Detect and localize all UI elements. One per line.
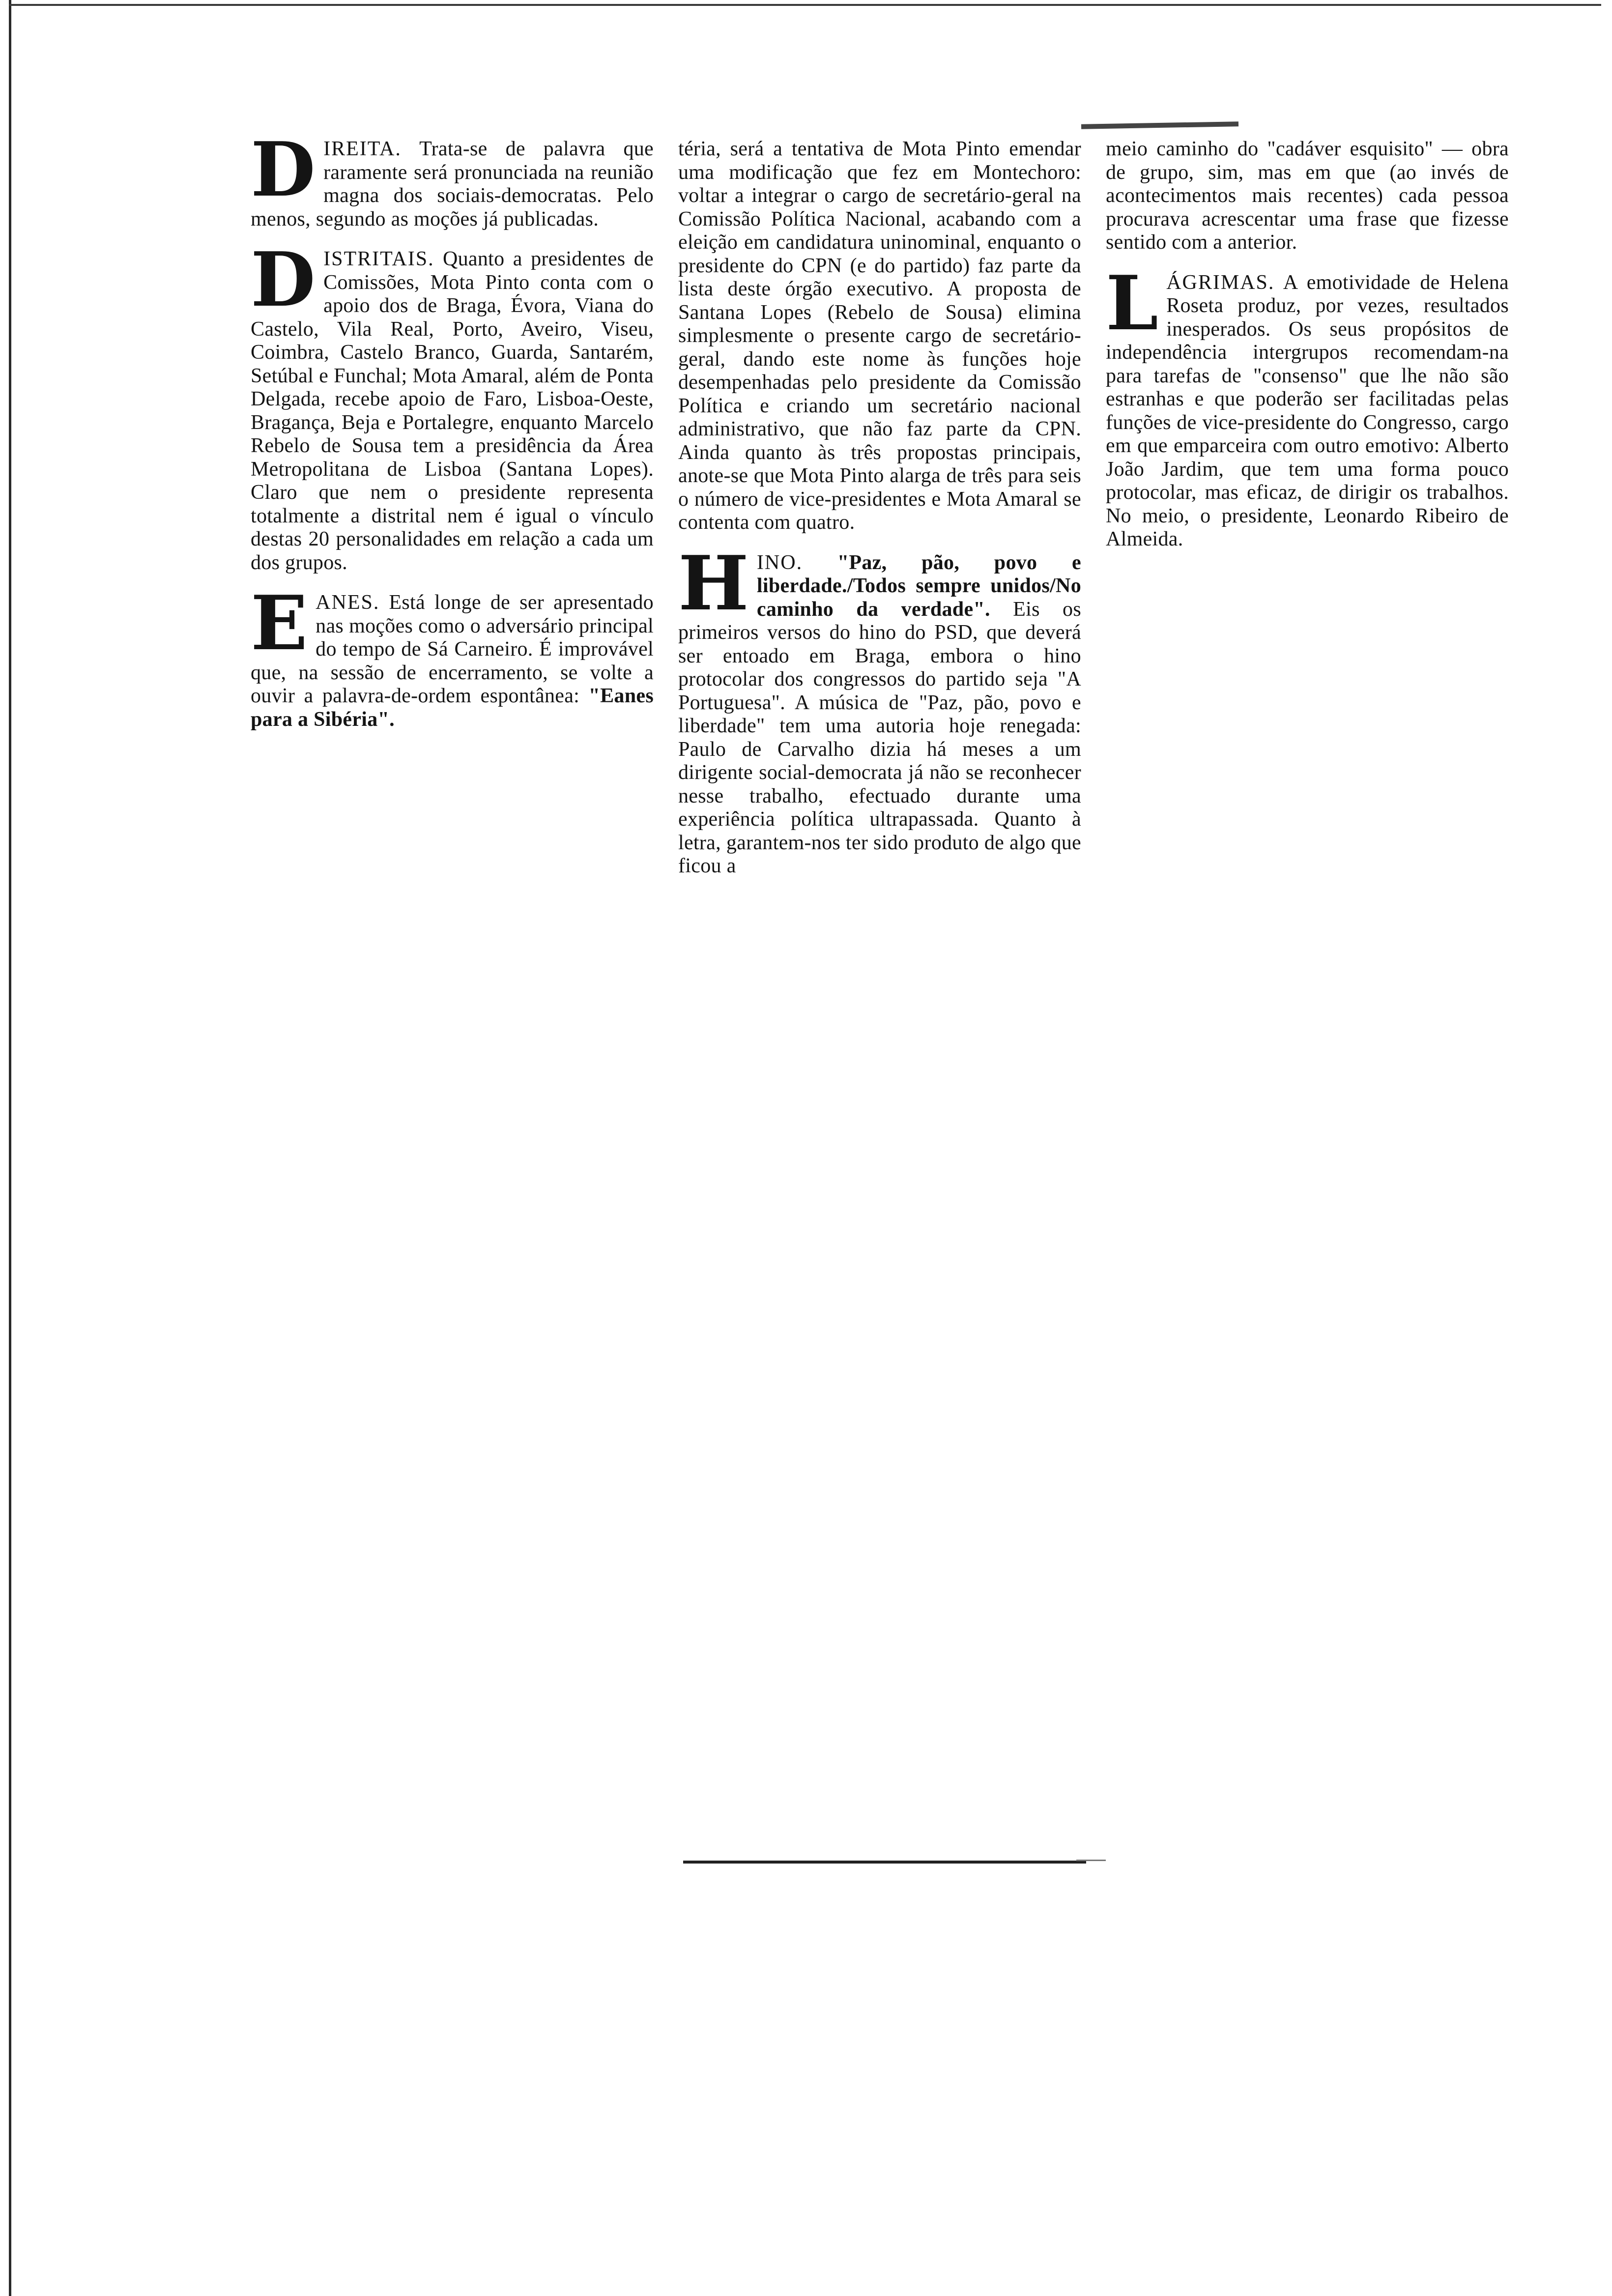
scan-border-top: [9, 4, 1601, 6]
glossary-entry: [251, 235, 654, 574]
ink-smudge: [1081, 121, 1238, 129]
rule-fragment: [1076, 1860, 1106, 1861]
drop-cap: D: [251, 125, 316, 213]
entry-heading: ÁGRIMAS.: [1166, 271, 1275, 294]
entry-text: [1106, 258, 1509, 551]
entry-heading: ISTRITAIS.: [323, 248, 434, 270]
column-1: [251, 125, 654, 748]
entry-text: [251, 579, 654, 731]
drop-cap: L: [1106, 258, 1159, 347]
entry-heading: INO.: [756, 551, 803, 574]
glossary-entry: [678, 138, 1081, 535]
entry-body: Trata-se de palavra que raramente será pronunciada na reunião magna dos sociais-democratas. Pelo menos, segundo as moções já publicadas.: [251, 138, 654, 230]
entry-text: [678, 539, 1081, 878]
glossary-entry: [1106, 138, 1509, 255]
column-3: [1106, 138, 1509, 568]
entry-heading: ANES.: [316, 591, 380, 614]
drop-cap: H: [678, 539, 749, 627]
drop-cap: E: [251, 579, 308, 667]
entry-heading: IREITA.: [323, 138, 402, 160]
entry-body: téria, será a tentativa de Mota Pinto emendar uma modificação que fez em Montechoro: voltar a integrar o cargo de secretário-geral na Comissão Política Nacional, acabando com a eleição em candidatura uninominal, enquanto o presidente do CPN (e do partido) faz parte da lista deste órgão executivo. A proposta de Santana Lopes (Rebelo de Sousa) elimina simplesmente o presente cargo de secretário-geral, dando este nome às funções hoje desempenhadas pelo presidente da Comissão Política e criando um secretário nacional administrativo, que não faz parte da CPN. Ainda quanto às três propostas principais, anote-se que Mota Pinto alarga de três para seis o número de vice-presidentes e Mota Amaral se contenta com quatro.: [678, 138, 1081, 534]
column-2: [678, 138, 1081, 895]
entry-body: Quanto a presidentes de Comissões, Mota Pinto conta com o apoio dos de Braga, Évora, Viana do Castelo, Vila Real, Porto, Aveiro, Viseu, Coimbra, Castelo Branco, Guarda, Santarém, Setúbal e Funchal; Mota Amaral, além de Ponta Delgada, recebe apoio de Faro, Lisboa-Oeste, Bragança, Beja e Portalegre, enquanto Marcelo Rebelo de Sousa tem a presidência da Área Metropolitana de Lisboa (Santana Lopes). Claro que nem o presidente representa totalmente a distrital nem é igual o vínculo destas 20 personalidades em relação a cada um dos grupos.: [251, 248, 654, 574]
glossary-entry: [251, 125, 654, 231]
entry-bold-text: "Paz, pão, povo e liberdade./Todos sempre unidos/No caminho da verdade".: [756, 551, 1081, 621]
entry-body: Eis os primeiros versos do hino do PSD, que deverá ser entoado em Braga, embora o hino protocolar dos congressos do partido seja "A Portuguesa". A música de "Paz, pão, povo e liberdade" tem uma autoria hoje renegada: Paulo de Carvalho dizia há meses a um dirigente social-democrata já não se reconhecer nesse trabalho, efectuado durante uma experiência política ultrapassada. Quanto à letra, garantem-nos ter sido produto de algo que ficou a: [678, 598, 1081, 877]
entry-text: [1106, 138, 1509, 255]
entry-text: [678, 138, 1081, 535]
entry-bold-text: "Eanes para a Sibéria".: [251, 685, 654, 731]
scan-border-left: [9, 0, 11, 2296]
glossary-entry: [1106, 258, 1509, 551]
drop-cap: D: [251, 235, 316, 323]
entry-text: [251, 235, 654, 574]
column-divider-rule: [683, 1861, 1086, 1864]
entry-body: Está longe de ser apresentado nas moções como o adversário principal do tempo de Sá Carneiro. É improvável que, na sessão de encerramento, se volte a ouvir a palavra-de-ordem espontânea:: [251, 591, 654, 707]
entry-text: [251, 125, 654, 231]
glossary-entry: [251, 579, 654, 731]
glossary-entry: [678, 539, 1081, 878]
entry-body: A emotividade de Helena Roseta produz, por vezes, resultados inesperados. Os seus propósitos de independência intergrupos recomendam-na para tarefas de "consenso" que lhe não são estranhas e que poderão ser facilitadas pelas funções de vice-presidente do Congresso, cargo em que emparceira com outro emotivo: Alberto João Jardim, que tem uma forma pouco protocolar, mas eficaz, de dirigir os trabalhos. No meio, o presidente, Leonardo Ribeiro de Almeida.: [1106, 271, 1509, 550]
entry-body: meio caminho do "cadáver esquisito" — obra de grupo, sim, mas em que (ao invés de acontecimentos mais recentes) cada pessoa procurava acrescentar uma frase que fizesse sentido com a anterior.: [1106, 138, 1509, 254]
